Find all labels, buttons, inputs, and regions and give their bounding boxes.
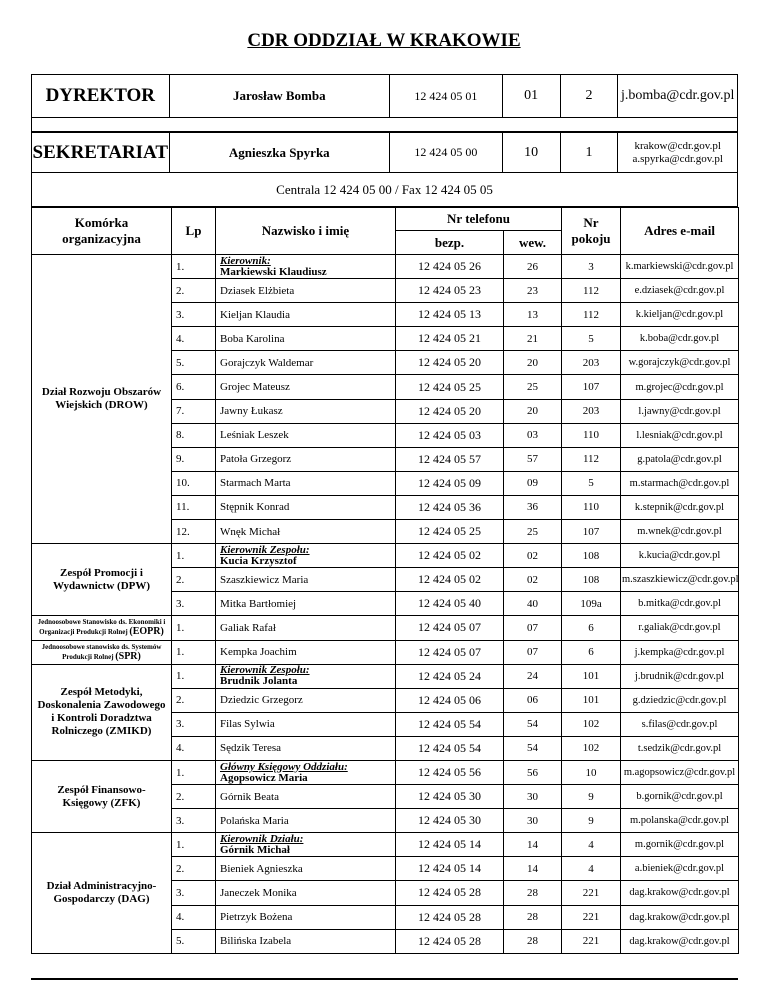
phone-ext: 25 bbox=[504, 375, 562, 399]
email-address[interactable]: dag.krakow@cdr.gov.pl bbox=[621, 905, 739, 929]
room-number: 203 bbox=[562, 399, 621, 423]
secretariat-name: Agnieszka Spyrka bbox=[170, 133, 390, 172]
secretariat-emails bbox=[618, 133, 737, 172]
phone-direct: 12 424 05 25 bbox=[396, 520, 504, 544]
person-name-cell bbox=[216, 423, 396, 447]
email-address[interactable]: k.stepnik@cdr.gov.pl bbox=[621, 495, 739, 519]
phone-direct: 12 424 05 07 bbox=[396, 640, 504, 664]
phone-ext: 13 bbox=[504, 303, 562, 327]
email-address[interactable]: m.grojec@cdr.gov.pl bbox=[621, 375, 739, 399]
table-row bbox=[32, 640, 739, 664]
row-number: 11. bbox=[172, 495, 216, 519]
room-number: 5 bbox=[562, 471, 621, 495]
person-name-cell bbox=[216, 495, 396, 519]
phone-direct: 12 424 05 21 bbox=[396, 327, 504, 351]
row-number: 1. bbox=[172, 833, 216, 857]
person-name: Brudnik Jolanta bbox=[220, 675, 298, 688]
phone-direct: 12 424 05 28 bbox=[396, 881, 504, 905]
person-name: Dziasek Elżbieta bbox=[220, 284, 295, 297]
person-name: Kieljan Klaudia bbox=[220, 308, 290, 321]
room-number: 109a bbox=[562, 592, 621, 616]
person-name-cell bbox=[216, 712, 396, 736]
room-number: 112 bbox=[562, 303, 621, 327]
unit-name bbox=[32, 640, 172, 664]
phone-direct: 12 424 05 30 bbox=[396, 785, 504, 809]
person-name: Kucia Krzysztof bbox=[220, 554, 297, 567]
director-row bbox=[31, 74, 738, 118]
spacer-strip bbox=[31, 118, 738, 132]
email-address[interactable]: k.kieljan@cdr.gov.pl bbox=[621, 303, 739, 327]
person-name: Mitka Bartłomiej bbox=[220, 597, 297, 610]
phone-ext: 02 bbox=[504, 568, 562, 592]
row-number: 2. bbox=[172, 785, 216, 809]
room-number: 108 bbox=[562, 568, 621, 592]
phone-ext: 02 bbox=[504, 544, 562, 568]
phone-ext: 26 bbox=[504, 255, 562, 279]
room-number: 6 bbox=[562, 640, 621, 664]
person-name: Galiak Rafał bbox=[220, 621, 276, 634]
person-name: Dziedzic Grzegorz bbox=[220, 694, 303, 707]
email-address[interactable]: l.jawny@cdr.gov.pl bbox=[621, 399, 739, 423]
phone-ext: 09 bbox=[504, 471, 562, 495]
director-ext: 01 bbox=[503, 75, 561, 117]
person-name: Gorajczyk Waldemar bbox=[220, 356, 314, 369]
person-name-cell bbox=[216, 568, 396, 592]
page-title: CDR ODDZIAŁ W KRAKOWIE bbox=[247, 30, 521, 51]
person-name: Markiewski Klaudiusz bbox=[220, 265, 327, 278]
table-row bbox=[32, 255, 739, 279]
room-number: 10 bbox=[562, 760, 621, 784]
person-name-cell bbox=[216, 881, 396, 905]
room-number: 102 bbox=[562, 736, 621, 760]
director-name: Jarosław Bomba bbox=[170, 75, 390, 117]
table-row bbox=[32, 664, 739, 688]
room-number: 221 bbox=[562, 929, 621, 953]
person-name: Janeczek Monika bbox=[220, 886, 297, 899]
row-number: 2. bbox=[172, 279, 216, 303]
phone-ext: 30 bbox=[504, 785, 562, 809]
phone-direct: 12 424 05 20 bbox=[396, 399, 504, 423]
email-address[interactable]: k.markiewski@cdr.gov.pl bbox=[621, 255, 739, 279]
phone-direct: 12 424 05 13 bbox=[396, 303, 504, 327]
person-name-cell bbox=[216, 255, 396, 279]
row-number: 5. bbox=[172, 351, 216, 375]
room-number: 9 bbox=[562, 809, 621, 833]
room-number: 6 bbox=[562, 616, 621, 640]
phone-ext: 40 bbox=[504, 592, 562, 616]
email-address[interactable]: s.filas@cdr.gov.pl bbox=[621, 712, 739, 736]
email-address[interactable]: m.polanska@cdr.gov.pl bbox=[621, 809, 739, 833]
phone-direct: 12 424 05 06 bbox=[396, 688, 504, 712]
person-name: Bilińska Izabela bbox=[220, 935, 292, 948]
person-name: Polańska Maria bbox=[220, 814, 289, 827]
email-address[interactable]: a.bieniek@cdr.gov.pl bbox=[621, 857, 739, 881]
table-row bbox=[32, 760, 739, 784]
table-row bbox=[32, 833, 739, 857]
person-name-cell bbox=[216, 303, 396, 327]
unit-name bbox=[32, 833, 172, 953]
email-address[interactable]: g.dziedzic@cdr.gov.pl bbox=[621, 688, 739, 712]
person-name-cell bbox=[216, 520, 396, 544]
header-ext: wew. bbox=[504, 231, 562, 255]
email-address[interactable]: m.agopsowicz@cdr.gov.pl bbox=[621, 760, 739, 784]
secretariat-ext: 10 bbox=[503, 133, 561, 172]
email-address[interactable]: m.starmach@cdr.gov.pl bbox=[621, 471, 739, 495]
unit-label: Zespół Finansowo-Księgowy (ZFK) bbox=[57, 783, 146, 809]
person-name: Pietrzyk Bożena bbox=[220, 911, 293, 924]
person-name-cell bbox=[216, 616, 396, 640]
row-number: 5. bbox=[172, 929, 216, 953]
person-name: Stępnik Konrad bbox=[220, 501, 290, 514]
email-address[interactable]: e.dziasek@cdr.gov.pl bbox=[621, 279, 739, 303]
person-name: Patoła Grzegorz bbox=[220, 453, 292, 466]
phone-direct: 12 424 05 54 bbox=[396, 736, 504, 760]
row-number: 9. bbox=[172, 447, 216, 471]
room-number: 110 bbox=[562, 495, 621, 519]
phone-direct: 12 424 05 25 bbox=[396, 375, 504, 399]
room-number: 4 bbox=[562, 833, 621, 857]
header-unit: Komórka organizacyjna bbox=[32, 208, 172, 255]
role-label: Kierownik: bbox=[220, 254, 271, 267]
role-label: Kierownik Działu: bbox=[220, 832, 304, 845]
switchboard-line: Centrala 12 424 05 00 / Fax 12 424 05 05 bbox=[31, 172, 738, 207]
unit-abbr: (EOPR) bbox=[129, 626, 164, 638]
row-number: 4. bbox=[172, 905, 216, 929]
phone-direct: 12 424 05 02 bbox=[396, 568, 504, 592]
room-number: 221 bbox=[562, 881, 621, 905]
person-name: Boba Karolina bbox=[220, 332, 285, 345]
person-name-cell bbox=[216, 809, 396, 833]
person-name-cell bbox=[216, 929, 396, 953]
person-name-cell bbox=[216, 736, 396, 760]
role-label: Główny Księgowy Oddziału: bbox=[220, 760, 348, 773]
room-number: 107 bbox=[562, 520, 621, 544]
person-name-cell bbox=[216, 544, 396, 568]
person-name-cell bbox=[216, 279, 396, 303]
row-number: 1. bbox=[172, 664, 216, 688]
unit-label: Dział Rozwoju Obszarów Wiejskich (DROW) bbox=[41, 386, 162, 412]
person-name: Wnęk Michał bbox=[220, 525, 281, 538]
phone-ext: 54 bbox=[504, 712, 562, 736]
person-name-cell bbox=[216, 833, 396, 857]
person-name-cell bbox=[216, 664, 396, 688]
person-name-cell bbox=[216, 640, 396, 664]
room-number: 110 bbox=[562, 423, 621, 447]
row-number: 4. bbox=[172, 736, 216, 760]
person-name: Górnik Beata bbox=[220, 790, 279, 803]
row-number: 3. bbox=[172, 303, 216, 327]
phone-ext: 57 bbox=[504, 447, 562, 471]
row-number: 1. bbox=[172, 616, 216, 640]
email-address[interactable]: w.gorajczyk@cdr.gov.pl bbox=[621, 351, 739, 375]
unit-label: Jednoosobowe stanowisko ds. Systemów Produkcji Rolnej bbox=[41, 642, 162, 661]
phone-direct: 12 424 05 26 bbox=[396, 255, 504, 279]
phone-direct: 12 424 05 14 bbox=[396, 833, 504, 857]
phone-direct: 12 424 05 23 bbox=[396, 279, 504, 303]
person-name-cell bbox=[216, 785, 396, 809]
person-name-cell bbox=[216, 857, 396, 881]
row-number: 3. bbox=[172, 592, 216, 616]
phone-direct: 12 424 05 14 bbox=[396, 857, 504, 881]
phone-ext: 54 bbox=[504, 736, 562, 760]
staff-table bbox=[31, 207, 739, 954]
phone-direct: 12 424 05 57 bbox=[396, 447, 504, 471]
footer-rule bbox=[31, 978, 738, 980]
email-address[interactable]: m.szaszkiewicz@cdr.gov.pl bbox=[621, 568, 739, 592]
person-name: Jawny Łukasz bbox=[220, 405, 283, 418]
email-address[interactable]: b.gornik@cdr.gov.pl bbox=[621, 785, 739, 809]
person-name: Szaszkiewicz Maria bbox=[220, 573, 309, 586]
phone-ext: 07 bbox=[504, 616, 562, 640]
secretariat-phone: 12 424 05 00 bbox=[390, 133, 503, 172]
secretariat-email-1[interactable]: krakow@cdr.gov.pl bbox=[634, 139, 721, 152]
director-email[interactable]: j.bomba@cdr.gov.pl bbox=[620, 88, 735, 103]
room-number: 107 bbox=[562, 375, 621, 399]
room-number: 221 bbox=[562, 905, 621, 929]
phone-ext: 36 bbox=[504, 495, 562, 519]
row-number: 12. bbox=[172, 520, 216, 544]
row-number: 3. bbox=[172, 881, 216, 905]
email-address[interactable]: j.kempka@cdr.gov.pl bbox=[621, 640, 739, 664]
row-number: 1. bbox=[172, 255, 216, 279]
phone-direct: 12 424 05 03 bbox=[396, 423, 504, 447]
room-number: 112 bbox=[562, 279, 621, 303]
phone-ext: 56 bbox=[504, 760, 562, 784]
person-name-cell bbox=[216, 760, 396, 784]
email-address[interactable]: k.boba@cdr.gov.pl bbox=[621, 327, 739, 351]
row-number: 10. bbox=[172, 471, 216, 495]
phone-direct: 12 424 05 28 bbox=[396, 905, 504, 929]
person-name-cell bbox=[216, 905, 396, 929]
row-number: 2. bbox=[172, 857, 216, 881]
unit-name bbox=[32, 760, 172, 832]
person-name: Kempka Joachim bbox=[220, 646, 297, 659]
header-lp: Lp bbox=[172, 208, 216, 255]
row-number: 2. bbox=[172, 568, 216, 592]
person-name: Starmach Marta bbox=[220, 477, 291, 490]
person-name-cell bbox=[216, 471, 396, 495]
person-name: Górnik Michał bbox=[220, 843, 290, 856]
phone-ext: 28 bbox=[504, 929, 562, 953]
secretariat-email-2[interactable]: a.spyrka@cdr.gov.pl bbox=[632, 152, 723, 165]
phone-direct: 12 424 05 02 bbox=[396, 544, 504, 568]
unit-label: Dział Administracyjno-Gospodarczy (DAG) bbox=[46, 879, 157, 905]
phone-ext: 14 bbox=[504, 857, 562, 881]
room-number: 5 bbox=[562, 327, 621, 351]
row-number: 1. bbox=[172, 640, 216, 664]
unit-name bbox=[32, 616, 172, 640]
email-address[interactable]: j.brudnik@cdr.gov.pl bbox=[621, 664, 739, 688]
email-address[interactable]: l.lesniak@cdr.gov.pl bbox=[621, 423, 739, 447]
row-number: 3. bbox=[172, 712, 216, 736]
phone-ext: 24 bbox=[504, 664, 562, 688]
phone-ext: 21 bbox=[504, 327, 562, 351]
room-number: 102 bbox=[562, 712, 621, 736]
person-name: Grojec Mateusz bbox=[220, 381, 290, 394]
secretariat-role: SEKRETARIAT bbox=[32, 133, 170, 172]
secretariat-row bbox=[31, 132, 738, 173]
phone-ext: 20 bbox=[504, 399, 562, 423]
row-number: 6. bbox=[172, 375, 216, 399]
unit-name bbox=[32, 664, 172, 760]
secretariat-room: 1 bbox=[561, 133, 619, 172]
phone-direct: 12 424 05 40 bbox=[396, 592, 504, 616]
unit-label: Jednoosobowe Stanowisko ds. Ekonomiki i Organizacji Produkcji Rolnej bbox=[37, 618, 166, 637]
header-email: Adres e-mail bbox=[621, 208, 739, 255]
phone-ext: 25 bbox=[504, 520, 562, 544]
director-role: DYREKTOR bbox=[32, 75, 170, 117]
table-row bbox=[32, 544, 739, 568]
phone-direct: 12 424 05 54 bbox=[396, 712, 504, 736]
room-number: 3 bbox=[562, 255, 621, 279]
unit-name bbox=[32, 544, 172, 616]
phone-ext: 03 bbox=[504, 423, 562, 447]
phone-ext: 28 bbox=[504, 881, 562, 905]
phone-ext: 30 bbox=[504, 809, 562, 833]
person-name-cell bbox=[216, 688, 396, 712]
person-name: Filas Sylwia bbox=[220, 718, 275, 731]
phone-ext: 07 bbox=[504, 640, 562, 664]
person-name: Leśniak Leszek bbox=[220, 429, 289, 442]
email-address[interactable]: b.mitka@cdr.gov.pl bbox=[621, 592, 739, 616]
person-name-cell bbox=[216, 351, 396, 375]
room-number: 108 bbox=[562, 544, 621, 568]
phone-direct: 12 424 05 20 bbox=[396, 351, 504, 375]
unit-label: Zespół Promocji i Wydawnictw (DPW) bbox=[52, 566, 151, 592]
room-number: 101 bbox=[562, 664, 621, 688]
director-phone: 12 424 05 01 bbox=[390, 75, 503, 117]
phone-direct: 12 424 05 30 bbox=[396, 809, 504, 833]
person-name-cell bbox=[216, 447, 396, 471]
role-label: Kierownik Zespołu: bbox=[220, 664, 310, 677]
person-name-cell bbox=[216, 399, 396, 423]
phone-ext: 23 bbox=[504, 279, 562, 303]
email-address[interactable]: m.wnek@cdr.gov.pl bbox=[621, 520, 739, 544]
email-address[interactable]: g.patola@cdr.gov.pl bbox=[621, 447, 739, 471]
phone-ext: 06 bbox=[504, 688, 562, 712]
room-number: 112 bbox=[562, 447, 621, 471]
phone-direct: 12 424 05 36 bbox=[396, 495, 504, 519]
person-name-cell bbox=[216, 327, 396, 351]
email-address[interactable]: dag.krakow@cdr.gov.pl bbox=[621, 881, 739, 905]
phone-ext: 28 bbox=[504, 905, 562, 929]
email-address[interactable]: r.galiak@cdr.gov.pl bbox=[621, 616, 739, 640]
person-name-cell bbox=[216, 592, 396, 616]
email-address[interactable]: k.kucia@cdr.gov.pl bbox=[621, 544, 739, 568]
room-number: 101 bbox=[562, 688, 621, 712]
row-number: 2. bbox=[172, 688, 216, 712]
person-name-cell bbox=[216, 375, 396, 399]
email-address[interactable]: dag.krakow@cdr.gov.pl bbox=[621, 929, 739, 953]
phone-direct: 12 424 05 09 bbox=[396, 471, 504, 495]
email-address[interactable]: m.gornik@cdr.gov.pl bbox=[621, 833, 739, 857]
row-number: 1. bbox=[172, 544, 216, 568]
person-name: Sędzik Teresa bbox=[220, 742, 282, 755]
phone-direct: 12 424 05 24 bbox=[396, 664, 504, 688]
unit-abbr: (SPR) bbox=[115, 650, 141, 662]
header-name: Nazwisko i imię bbox=[216, 208, 396, 255]
phone-direct: 12 424 05 07 bbox=[396, 616, 504, 640]
room-number: 9 bbox=[562, 785, 621, 809]
row-number: 8. bbox=[172, 423, 216, 447]
phone-ext: 20 bbox=[504, 351, 562, 375]
person-name: Bieniek Agnieszka bbox=[220, 862, 303, 875]
phone-direct: 12 424 05 56 bbox=[396, 760, 504, 784]
unit-label: Zespół Metodyki, Doskonalenia Zawodowego i Kontroli Doradztwa Rolniczego (ZMIKD) bbox=[37, 686, 166, 738]
phone-ext: 14 bbox=[504, 833, 562, 857]
director-room: 2 bbox=[561, 75, 619, 117]
role-label: Kierownik Zespołu: bbox=[220, 543, 310, 556]
email-address[interactable]: t.sedzik@cdr.gov.pl bbox=[621, 736, 739, 760]
row-number: 4. bbox=[172, 327, 216, 351]
unit-name bbox=[32, 255, 172, 544]
row-number: 3. bbox=[172, 809, 216, 833]
table-row bbox=[32, 616, 739, 640]
header-phone: Nr telefonu bbox=[396, 208, 562, 231]
header-direct: bezp. bbox=[396, 231, 504, 255]
room-number: 203 bbox=[562, 351, 621, 375]
row-number: 7. bbox=[172, 399, 216, 423]
person-name: Agopsowicz Maria bbox=[220, 771, 308, 784]
header-room: Nr pokoju bbox=[562, 208, 621, 255]
row-number: 1. bbox=[172, 760, 216, 784]
phone-direct: 12 424 05 28 bbox=[396, 929, 504, 953]
room-number: 4 bbox=[562, 857, 621, 881]
